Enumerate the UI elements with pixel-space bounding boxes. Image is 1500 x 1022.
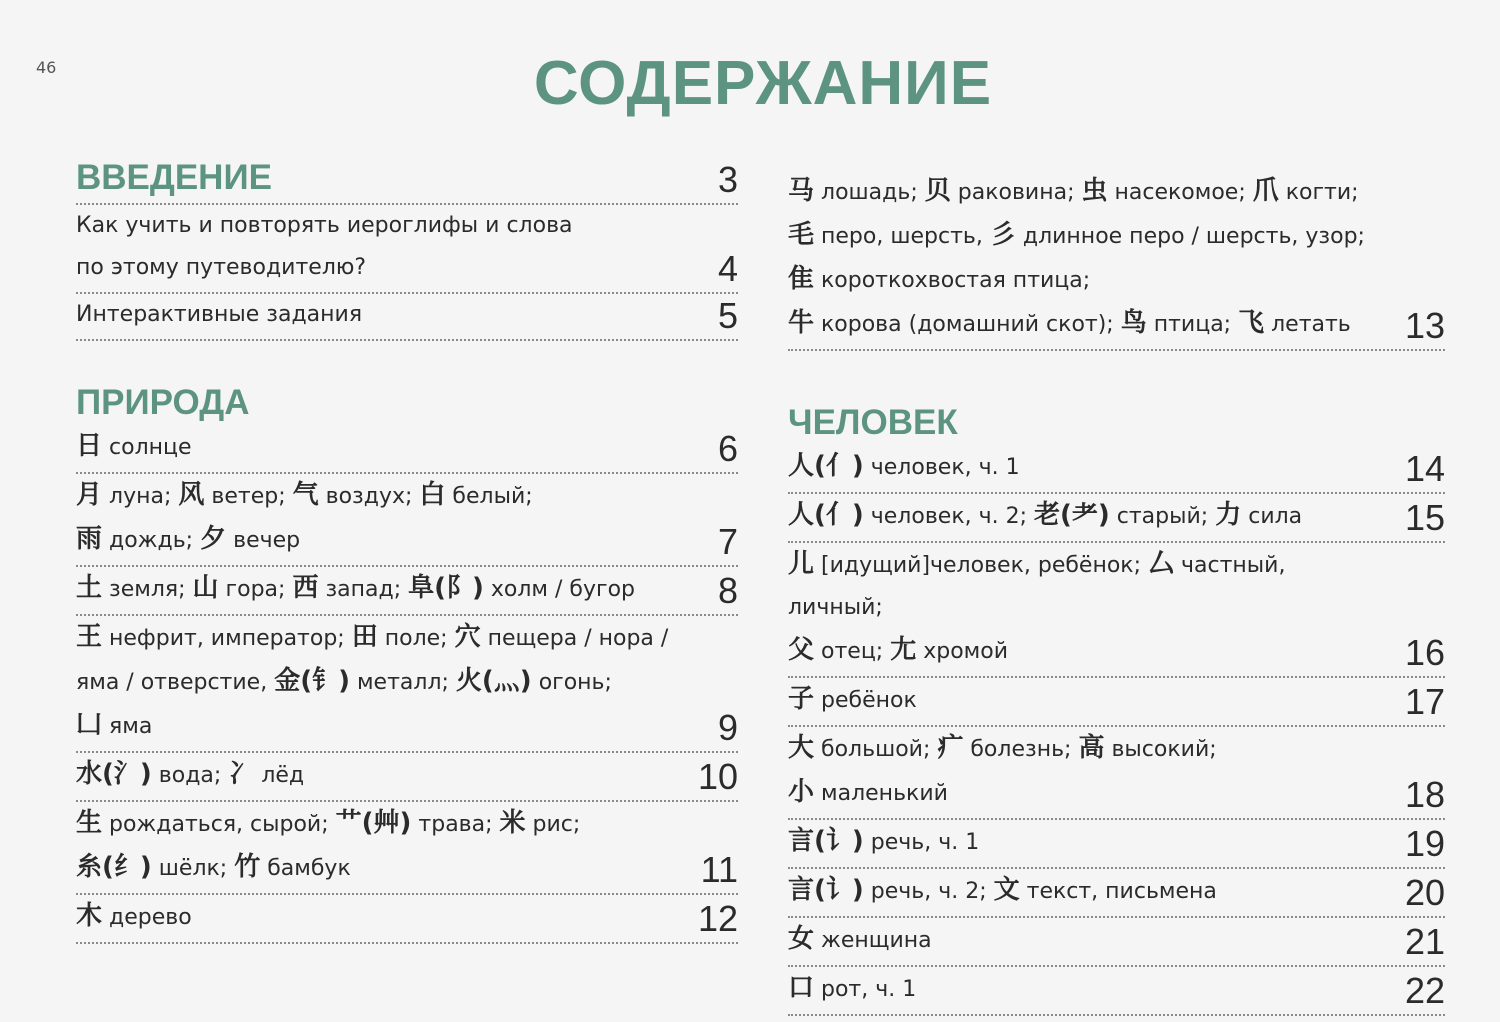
hieroglyph: 水(氵) — [76, 759, 152, 789]
toc-entry-line: 水(氵) вода; 冫 лёд — [76, 759, 305, 789]
toc-page-number: 11 — [700, 849, 738, 890]
hieroglyph: 鸟 — [1120, 308, 1147, 338]
toc-entry[interactable] — [788, 967, 1445, 1016]
hieroglyph: 穴 — [454, 622, 481, 652]
hieroglyph: 力 — [1215, 500, 1242, 530]
toc-page-number: 21 — [1404, 921, 1445, 962]
toc-entry-text — [76, 753, 688, 797]
hieroglyph: 虫 — [1081, 176, 1108, 206]
toc-entry[interactable] — [76, 616, 738, 753]
toc-entry-text — [788, 967, 1395, 1011]
hieroglyph: 土 — [76, 573, 103, 603]
toc-entry[interactable] — [788, 494, 1445, 543]
toc-entry-line: 女 женщина — [788, 924, 932, 954]
toc-entry-line: 毛 перо, шерсть, 彡 длинное перо / шерсть, узор; — [788, 220, 1365, 250]
hieroglyph: 凵 — [76, 710, 103, 740]
toc-entry[interactable] — [788, 445, 1445, 494]
toc-entry-line: 儿 [идущий]человек, ребёнок; 厶 частный, личный; — [788, 549, 1286, 620]
toc-list-animals — [788, 170, 1445, 351]
toc-entry[interactable] — [76, 895, 738, 944]
section-heading-intro: ВВЕДЕНИЕ — [76, 158, 272, 197]
toc-entry-line: 父 отец; 尢 хромой — [788, 635, 1009, 665]
toc-entry-text — [788, 170, 1395, 346]
toc-page-number: 19 — [1404, 823, 1445, 864]
toc-page-number: 8 — [717, 570, 738, 611]
hieroglyph: 人(亻) — [788, 500, 864, 530]
hieroglyph: 爪 — [1252, 176, 1279, 206]
toc-entry[interactable] — [788, 918, 1445, 967]
toc-page-number: 5 — [717, 295, 738, 336]
toc-entry-text — [788, 678, 1395, 722]
toc-entry-line: 王 нефрит, император; 田 поле; 穴 пещера / нора / — [76, 622, 669, 652]
toc-entry-line: по этому путеводителю? — [76, 255, 367, 280]
toc-section-header-intro — [76, 154, 738, 205]
hieroglyph: 言(讠) — [788, 875, 864, 905]
toc-page-number: 4 — [717, 248, 738, 289]
toc-left-column — [76, 154, 738, 944]
toc-entry-text — [788, 918, 1395, 962]
toc-entry-line: 月 луна; 风 ветер; 气 воздух; 白 белый; — [76, 480, 533, 510]
toc-entry-line: 子 ребёнок — [788, 684, 917, 714]
section-heading-nature: ПРИРОДА — [76, 383, 250, 422]
toc-entry-text — [788, 494, 1395, 538]
toc-entry-line: 隹 короткохвостая птица; — [788, 264, 1091, 294]
toc-entry-line: 雨 дождь; 夕 вечер — [76, 524, 301, 554]
toc-entry-line: 糸(纟) шёлк; 竹 бамбук — [76, 852, 351, 882]
hieroglyph: 白 — [419, 480, 446, 510]
toc-entry-line: яма / отверстие, 金(钅) металл; 火(灬) огонь; — [76, 666, 612, 696]
hieroglyph: 冫 — [228, 759, 255, 789]
toc-entry-line: 土 земля; 山 гора; 西 запад; 阜(阝) холм / бугор — [76, 573, 635, 603]
toc-page-number: 20 — [1404, 872, 1445, 913]
hieroglyph: 贝 — [924, 176, 951, 206]
hieroglyph: 月 — [76, 480, 103, 510]
toc-page-number: 7 — [717, 521, 738, 562]
toc-page-number: 13 — [1404, 305, 1445, 346]
hieroglyph: 言(讠) — [788, 826, 864, 856]
hieroglyph: 口 — [788, 973, 815, 1003]
hieroglyph: 山 — [192, 573, 219, 603]
hieroglyph: 气 — [292, 480, 319, 510]
hieroglyph: 儿 — [788, 549, 815, 579]
hieroglyph: 彡 — [989, 220, 1016, 250]
toc-page-number: 18 — [1404, 774, 1445, 815]
section-heading-human: ЧЕЛОВЕК — [788, 403, 958, 442]
hieroglyph: 高 — [1078, 733, 1105, 763]
toc-entry-text — [76, 205, 688, 289]
hieroglyph: 文 — [993, 875, 1020, 905]
hieroglyph: 风 — [178, 480, 205, 510]
toc-entry-text — [788, 543, 1395, 673]
toc-entry-line: 人(亻) человек, ч. 1 — [788, 451, 1020, 481]
toc-entry[interactable] — [76, 205, 738, 294]
toc-entry-text — [76, 802, 688, 890]
hieroglyph: 阜(阝) — [408, 573, 484, 603]
hieroglyph: 子 — [788, 684, 815, 714]
toc-entry[interactable] — [788, 678, 1445, 727]
toc-entry[interactable] — [788, 820, 1445, 869]
toc-entry[interactable] — [76, 567, 738, 616]
toc-entry[interactable] — [788, 543, 1445, 678]
hieroglyph: 日 — [76, 431, 103, 461]
hieroglyph: 米 — [499, 808, 526, 838]
hieroglyph: 竹 — [234, 852, 261, 882]
toc-entry[interactable] — [788, 869, 1445, 918]
toc-page-number: 17 — [1404, 681, 1445, 722]
hieroglyph: 尢 — [890, 635, 917, 665]
toc-entry[interactable] — [788, 170, 1445, 351]
toc-entry-line: 马 лошадь; 贝 раковина; 虫 насекомое; 爪 когти; — [788, 176, 1359, 206]
hieroglyph: 王 — [76, 622, 103, 652]
hieroglyph: 疒 — [937, 733, 964, 763]
hieroglyph: 小 — [788, 777, 815, 807]
toc-list-human — [788, 445, 1445, 1016]
toc-entry-line: 小 маленький — [788, 777, 948, 807]
toc-right-column — [788, 170, 1445, 1016]
hieroglyph: 人(亻) — [788, 451, 864, 481]
toc-entry-text — [76, 616, 688, 748]
toc-list-nature — [76, 425, 738, 944]
toc-entry[interactable] — [76, 294, 738, 341]
toc-entry-line: 人(亻) человек, ч. 2; 老(耂) старый; 力 сила — [788, 500, 1303, 530]
hieroglyph: 艹(艸) — [335, 808, 412, 838]
toc-entry-text — [76, 895, 688, 939]
hieroglyph: 夕 — [200, 524, 227, 554]
toc-entry[interactable] — [76, 474, 738, 567]
toc-entry-text — [76, 294, 688, 336]
toc-page-number: 9 — [717, 707, 738, 748]
toc-entry-text — [76, 474, 688, 562]
hieroglyph: 女 — [788, 924, 815, 954]
hieroglyph: 牛 — [788, 308, 815, 338]
toc-entry-text — [788, 445, 1395, 489]
toc-entry-line: 言(讠) речь, ч. 2; 文 текст, письмена — [788, 875, 1217, 905]
toc-entry[interactable] — [76, 802, 738, 895]
toc-entry-text — [76, 425, 688, 469]
hieroglyph: 毛 — [788, 220, 815, 250]
hieroglyph: 火(灬) — [455, 666, 532, 696]
toc-page-number: 16 — [1404, 632, 1445, 673]
hieroglyph: 金(钅) — [274, 666, 350, 696]
toc-entry-text — [788, 727, 1395, 815]
toc-page-number: 15 — [1404, 497, 1445, 538]
toc-list-intro — [76, 205, 738, 341]
page-number: 46 — [36, 58, 57, 77]
hieroglyph: 生 — [76, 808, 103, 838]
toc-entry-line: 凵 яма — [76, 710, 153, 740]
hieroglyph: 西 — [292, 573, 319, 603]
toc-page-number: 22 — [1404, 970, 1445, 1011]
toc-entry-line: Как учить и повторять иероглифы и слова — [76, 213, 573, 238]
toc-entry-line: 言(讠) речь, ч. 1 — [788, 826, 980, 856]
toc-entry-line: 牛 корова (домашний скот); 鸟 птица; 飞 летать — [788, 308, 1351, 338]
toc-entry[interactable] — [788, 727, 1445, 820]
toc-entry-line: 大 большой; 疒 болезнь; 高 высокий; — [788, 733, 1217, 763]
hieroglyph: 田 — [351, 622, 378, 652]
toc-page-number: 12 — [697, 898, 738, 939]
toc-entry[interactable] — [76, 425, 738, 474]
toc-entry[interactable] — [76, 753, 738, 802]
toc-page-number: 14 — [1404, 448, 1445, 489]
toc-entry-line: 口 рот, ч. 1 — [788, 973, 917, 1003]
hieroglyph: 木 — [76, 901, 103, 931]
hieroglyph: 飞 — [1238, 308, 1265, 338]
hieroglyph: 雨 — [76, 524, 103, 554]
hieroglyph: 老(耂) — [1034, 500, 1110, 530]
toc-entry-line: 日 солнце — [76, 431, 192, 461]
toc-entry-line: 木 дерево — [76, 901, 192, 931]
toc-entry-text — [788, 869, 1395, 913]
toc-entry-line: 生 рождаться, сырой; 艹(艸) трава; 米 рис; — [76, 808, 581, 838]
hieroglyph: 厶 — [1148, 549, 1175, 579]
toc-page-number: 3 — [717, 159, 738, 200]
toc-page-number: 6 — [717, 428, 738, 469]
hieroglyph: 马 — [788, 176, 815, 206]
hieroglyph: 父 — [788, 635, 815, 665]
toc-page-number: 10 — [697, 756, 738, 797]
toc-entry-line: Интерактивные задания — [76, 302, 363, 327]
toc-entry-text — [76, 567, 688, 611]
hieroglyph: 糸(纟) — [76, 852, 152, 882]
hieroglyph: 大 — [788, 733, 815, 763]
page-title: СОДЕРЖАНИЕ — [533, 49, 993, 118]
toc-entry-text — [788, 820, 1395, 864]
hieroglyph: 隹 — [788, 264, 815, 294]
